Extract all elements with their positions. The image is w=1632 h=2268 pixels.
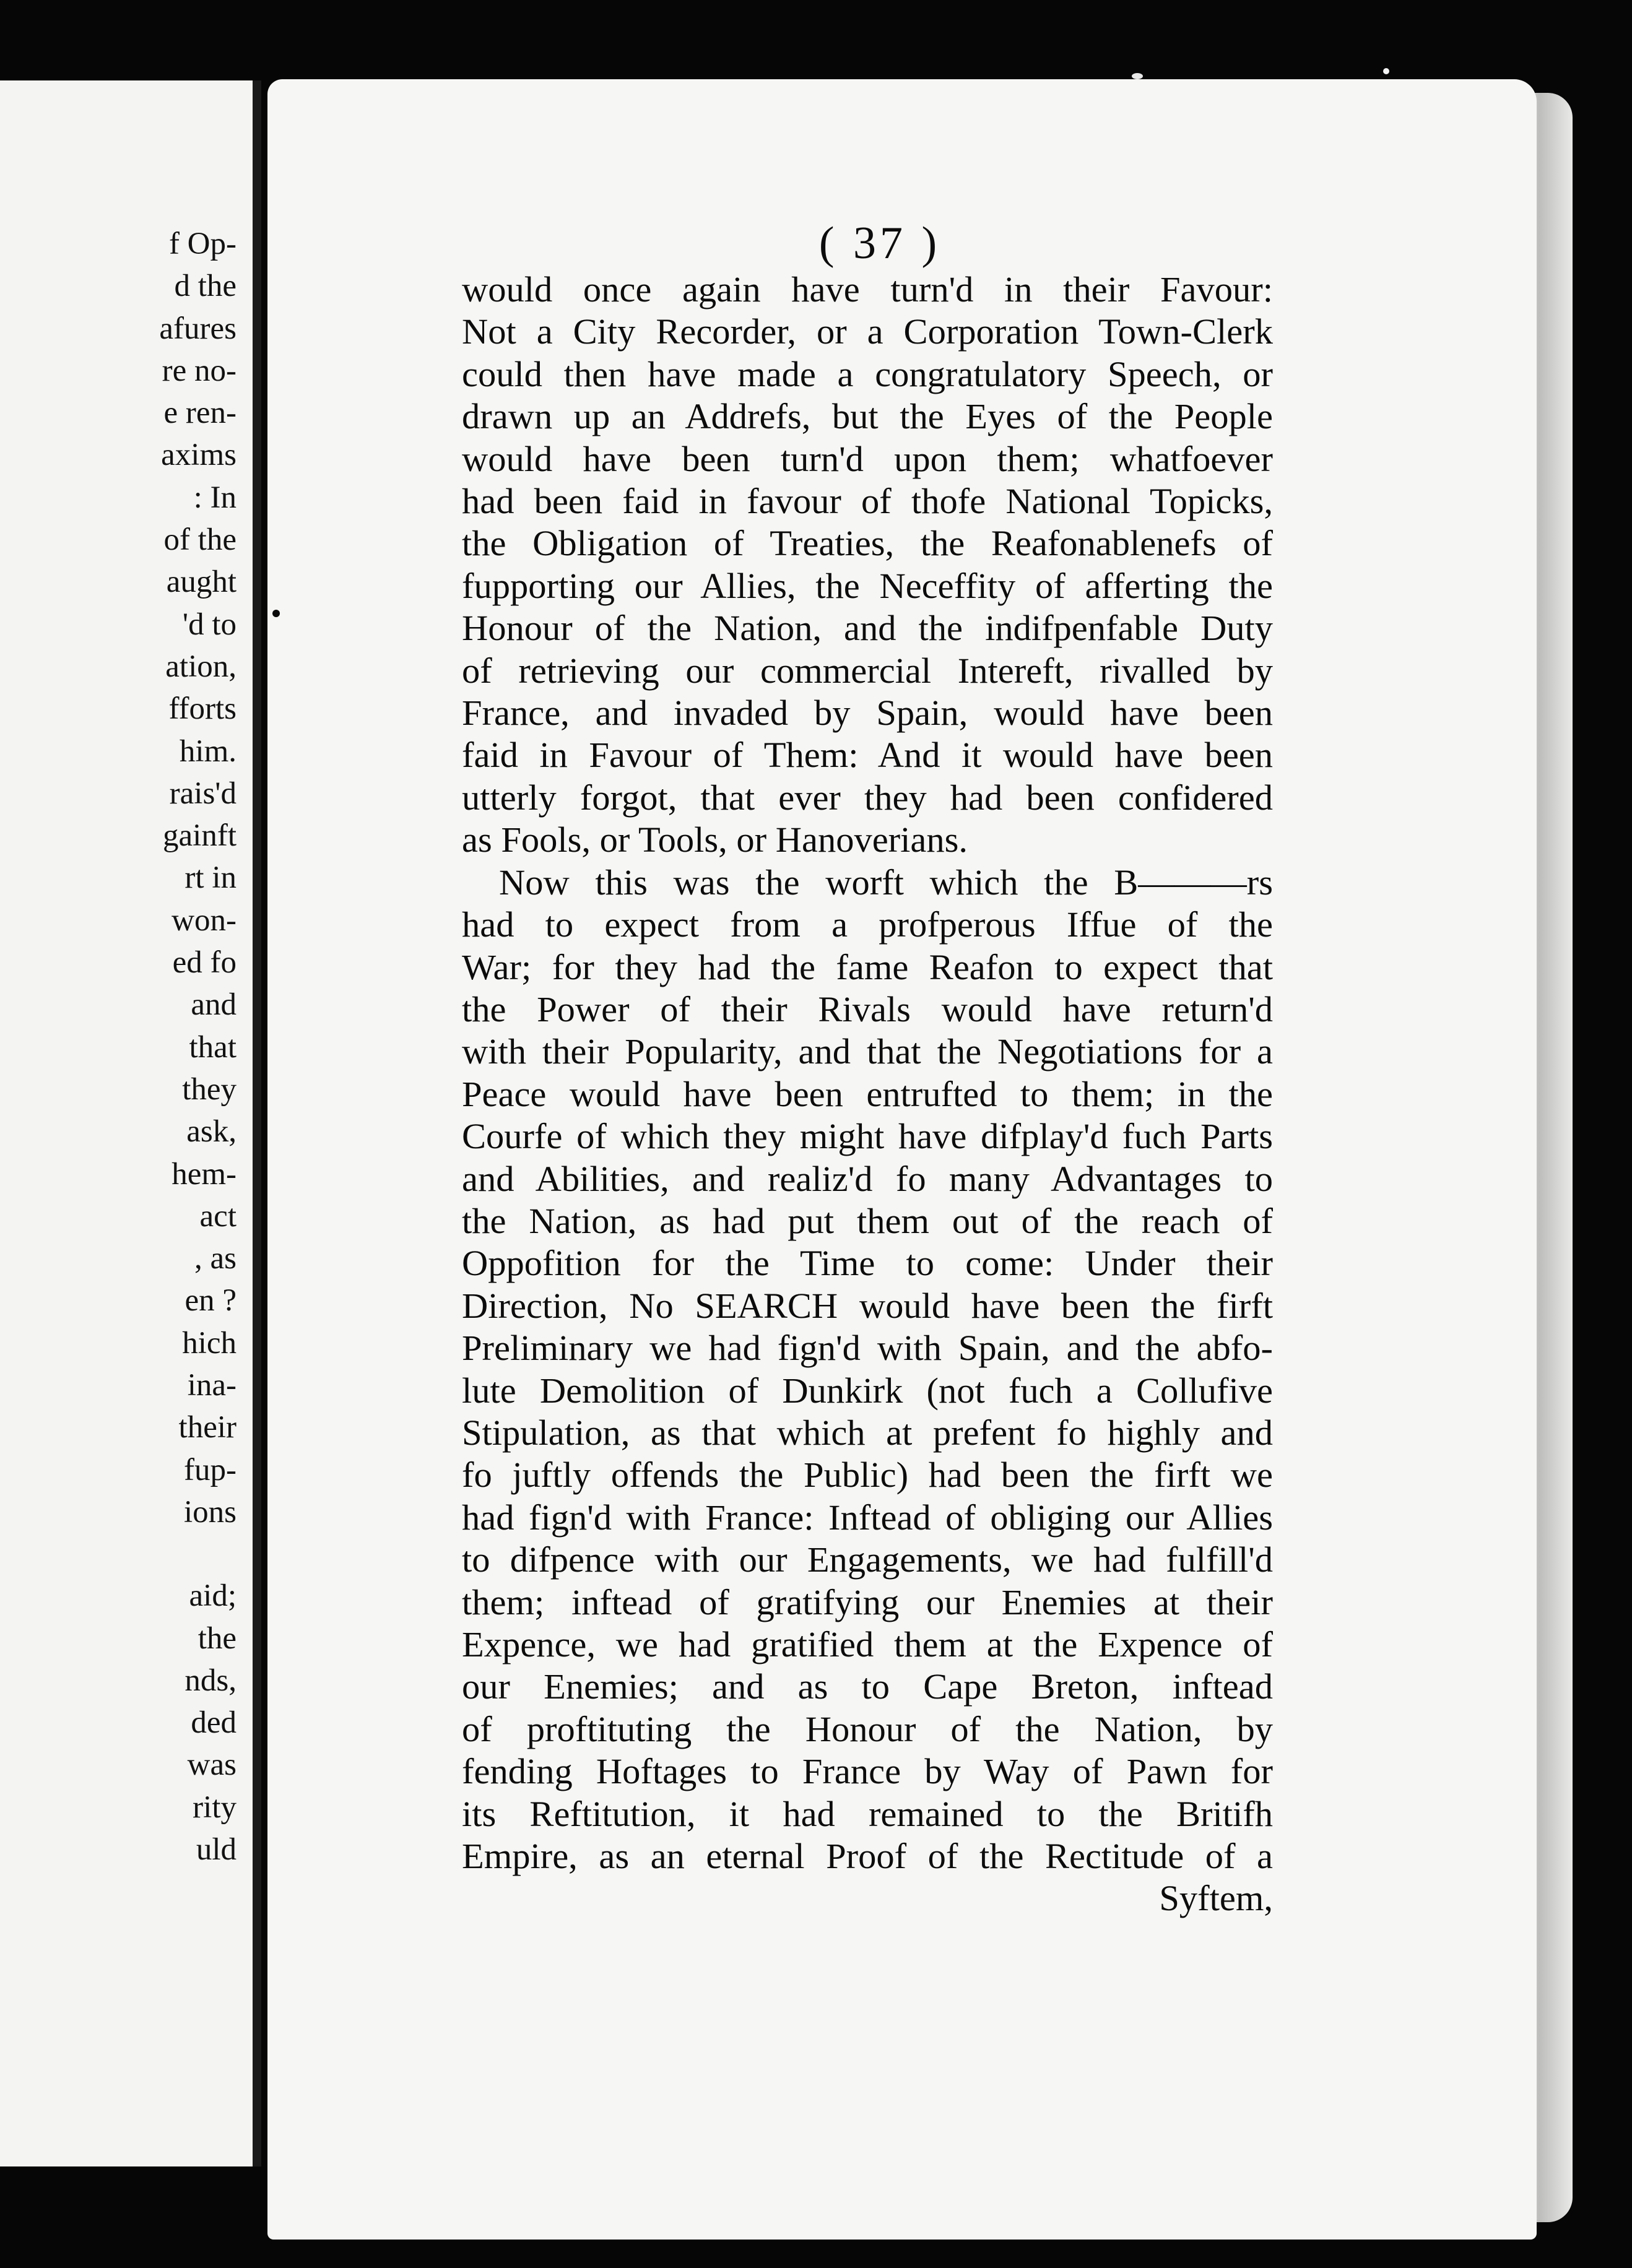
text-line: Direction, No SEARCH would have been the firft [462, 1285, 1273, 1326]
left-text-fragment: the [197, 1621, 237, 1656]
ink-speck [1132, 73, 1143, 79]
left-text-fragment: f Op- [168, 227, 237, 261]
left-text-fragment: rt in [184, 860, 237, 896]
ink-speck [272, 610, 280, 617]
catchword: Syftem, [1159, 1878, 1273, 1919]
left-text-fragment: en ? [184, 1283, 237, 1318]
left-text-fragment: ions [183, 1494, 237, 1530]
left-text-fragment: afures [159, 311, 237, 346]
text-line: Stipulation, as that which at prefent fo highly and [462, 1412, 1273, 1453]
text-line: lute Demolition of Dunkirk (not fuch a Collufive [462, 1370, 1273, 1411]
left-page-text-fragments [0, 223, 237, 1871]
right-page-text-block [462, 218, 1273, 1920]
left-text-fragment: gainft [163, 818, 237, 854]
text-line: the Power of their Rivals would have return'd [462, 989, 1273, 1029]
text-line: utterly forgot, that ever they had been confidered [462, 777, 1273, 818]
left-text-fragment: him. [179, 734, 237, 769]
left-text-fragment: fup- [184, 1452, 237, 1487]
left-text-fragment: nds, [184, 1663, 237, 1698]
left-text-fragment: d the [174, 269, 237, 304]
text-line: Empire, as an eternal Proof of the Rectitude of a [462, 1836, 1273, 1877]
text-line: our Enemies; and as to Cape Breton, inftead [462, 1666, 1273, 1707]
text-line: of proftituting the Honour of the Nation, by [462, 1708, 1273, 1749]
text-line: Now this was the worft which the B———rs [499, 862, 1273, 902]
left-text-fragment: rity [193, 1790, 237, 1825]
left-text-fragment: aid; [189, 1578, 237, 1614]
text-line: fupporting our Allies, the Neceffity of afferting the [462, 565, 1273, 606]
text-line: of retrieving our commercial Intereft, rivalled by [462, 650, 1273, 691]
text-line: Expence, we had gratified them at the Expence of [462, 1624, 1273, 1664]
text-line: Courfe of which they might have difplay'd fuch Parts [462, 1116, 1273, 1157]
text-line: its Reftitution, it had remained to the Britifh [462, 1793, 1273, 1834]
left-text-fragment: of the [163, 522, 237, 558]
left-text-fragment: re no- [162, 353, 237, 388]
text-line: had been faid in favour of thofe National Topicks, [462, 481, 1273, 522]
text-line: Not a City Recorder, or a Corporation Town-Clerk [462, 311, 1273, 352]
page-number: ( 37 ) [818, 218, 941, 269]
text-line: drawn up an Addrefs, but the Eyes of the People [462, 396, 1273, 437]
text-line: fo juftly offends the Public) had been the firft we [462, 1455, 1273, 1495]
text-line: and Abilities, and realiz'd fo many Advantages to [462, 1158, 1273, 1199]
left-text-fragment: hem- [171, 1156, 237, 1192]
left-text-fragment: act [199, 1198, 237, 1234]
text-line: had to expect from a profperous Iffue of the [462, 904, 1273, 945]
text-line: faid in Favour of Them: And it would have been [462, 735, 1273, 776]
text-line: the Obligation of Treaties, the Reafonablenefs of [462, 523, 1273, 564]
text-line: War; for they had the fame Reafon to expect that [462, 946, 1273, 987]
left-text-fragment: fforts [168, 691, 237, 727]
left-text-fragment: ask, [186, 1114, 237, 1149]
text-line: fending Hoftages to France by Way of Pawn for [462, 1751, 1273, 1792]
left-text-fragment: axims [161, 438, 237, 473]
text-line: the Nation, as had put them out of the reach of [462, 1200, 1273, 1241]
left-text-fragment: ded [191, 1705, 237, 1741]
left-text-fragment: that [189, 1029, 237, 1065]
left-text-fragment: ed fo [172, 945, 237, 980]
left-text-fragment: , as [194, 1241, 237, 1276]
left-text-fragment: rais'd [169, 776, 237, 811]
left-text-fragment: uld [196, 1832, 237, 1867]
left-text-fragment: they [182, 1071, 237, 1107]
text-line: had fign'd with France: Inftead of obliging our Allies [462, 1497, 1273, 1538]
text-line: Preliminary we had fign'd with Spain, and the abfo- [462, 1328, 1273, 1369]
left-text-fragment: 'd to [182, 607, 237, 642]
left-facing-page [0, 80, 261, 2166]
left-text-fragment: aught [166, 565, 237, 600]
text-line: with their Popularity, and that the Negotiations for a [462, 1031, 1273, 1072]
left-text-fragment: and [191, 987, 237, 1023]
ink-speck [1383, 68, 1389, 74]
text-line: Oppofition for the Time to come: Under their [462, 1243, 1273, 1284]
left-text-fragment: ation, [165, 649, 237, 684]
body-text [462, 269, 1273, 1877]
text-line: would have been turn'd upon them; whatfoever [462, 438, 1273, 479]
left-text-fragment: won- [171, 902, 237, 938]
text-line: would once again have turn'd in their Favour: [462, 269, 1273, 309]
text-line: France, and invaded by Spain, would have been [462, 693, 1273, 734]
left-text-fragment: e ren- [163, 396, 237, 431]
text-line: them; inftead of gratifying our Enemies at their [462, 1582, 1273, 1622]
left-text-fragment: their [178, 1410, 237, 1445]
text-line: Peace would have been entrufted to them; in the [462, 1073, 1273, 1114]
text-line: to difpence with our Engagements, we had fulfill'd [462, 1539, 1273, 1580]
left-text-fragment: was [187, 1747, 237, 1783]
left-text-fragment: ina- [187, 1368, 237, 1403]
left-text-fragment: hich [182, 1325, 237, 1361]
text-line: could then have made a congratulatory Speech, or [462, 353, 1273, 394]
text-line: as Fools, or Tools, or Hanoverians. [462, 820, 968, 860]
text-line: Honour of the Nation, and the indifpenfable Duty [462, 608, 1273, 649]
left-text-fragment: : In [193, 480, 237, 515]
